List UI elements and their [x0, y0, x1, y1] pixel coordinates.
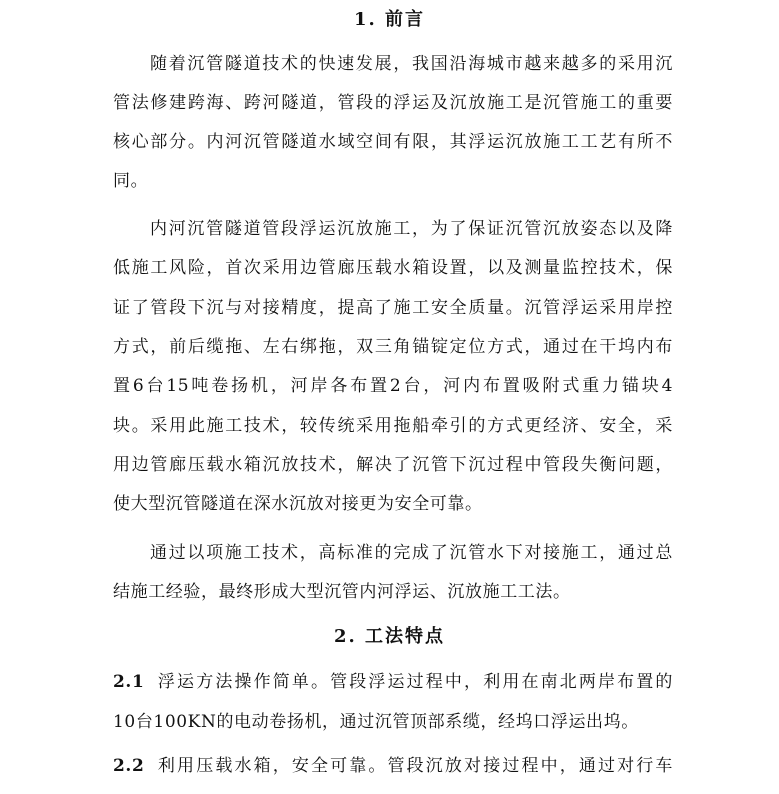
section-1-heading: 1. 前言	[353, 9, 426, 30]
item-number: 2.1	[113, 672, 145, 692]
paragraph-line: 结施工经验，最终形成大型沉管内河浮运、沉放施工工法。	[113, 582, 571, 602]
paragraph-line: 随着沉管隧道技术的快速发展，我国沿海城市越来越多的采用沉	[150, 54, 673, 74]
paragraph-line: 置6台15吨卷扬机，河岸各布置2台，河内布置吸附式重力锚块4	[113, 376, 673, 396]
item-text: 浮运方法操作简单。管段浮运过程中，利用在南北两岸布置的	[156, 672, 673, 692]
paragraph-line: 使大型沉管隧道在深水沉放对接更为安全可靠。	[113, 494, 483, 514]
paragraph-line: 用边管廊压载水箱沉放技术，解决了沉管下沉过程中管段失衡问题，	[113, 455, 673, 475]
paragraph-line: 管法修建跨海、跨河隧道，管段的浮运及沉放施工是沉管施工的重要	[113, 93, 673, 113]
paragraph-line: 方式，前后缆拖、左右绑拖，双三角锚锭定位方式，通过在干坞内布	[113, 337, 673, 357]
paragraph-line: 10台100KN的电动卷扬机，通过沉管顶部系缆，经坞口浮运出坞。	[113, 712, 639, 732]
list-item-2-1	[113, 670, 673, 694]
item-number: 2.2	[113, 756, 145, 776]
section-2-heading: 2. 工法特点	[333, 626, 446, 647]
paragraph-line: 同。	[113, 171, 149, 191]
paragraph-line: 内河沉管隧道管段浮运沉放施工，为了保证沉管沉放姿态以及降	[150, 219, 673, 239]
paragraph-line: 核心部分。内河沉管隧道水域空间有限，其浮运沉放施工工艺有所不	[113, 132, 673, 152]
list-item-2-2	[113, 754, 673, 778]
paragraph-line: 通过以项施工技术，高标准的完成了沉管水下对接施工，通过总	[150, 543, 673, 563]
paragraph-line: 证了管段下沉与对接精度，提高了施工安全质量。沉管浮运采用岸控	[113, 298, 673, 318]
paragraph-line: 低施工风险，首次采用边管廊压载水箱设置，以及测量监控技术，保	[113, 258, 673, 278]
paragraph-line: 块。采用此施工技术，较传统采用拖船牵引的方式更经济、安全，采	[113, 416, 673, 436]
item-text: 利用压载水箱，安全可靠。管段沉放对接过程中，通过对行车	[156, 756, 673, 776]
